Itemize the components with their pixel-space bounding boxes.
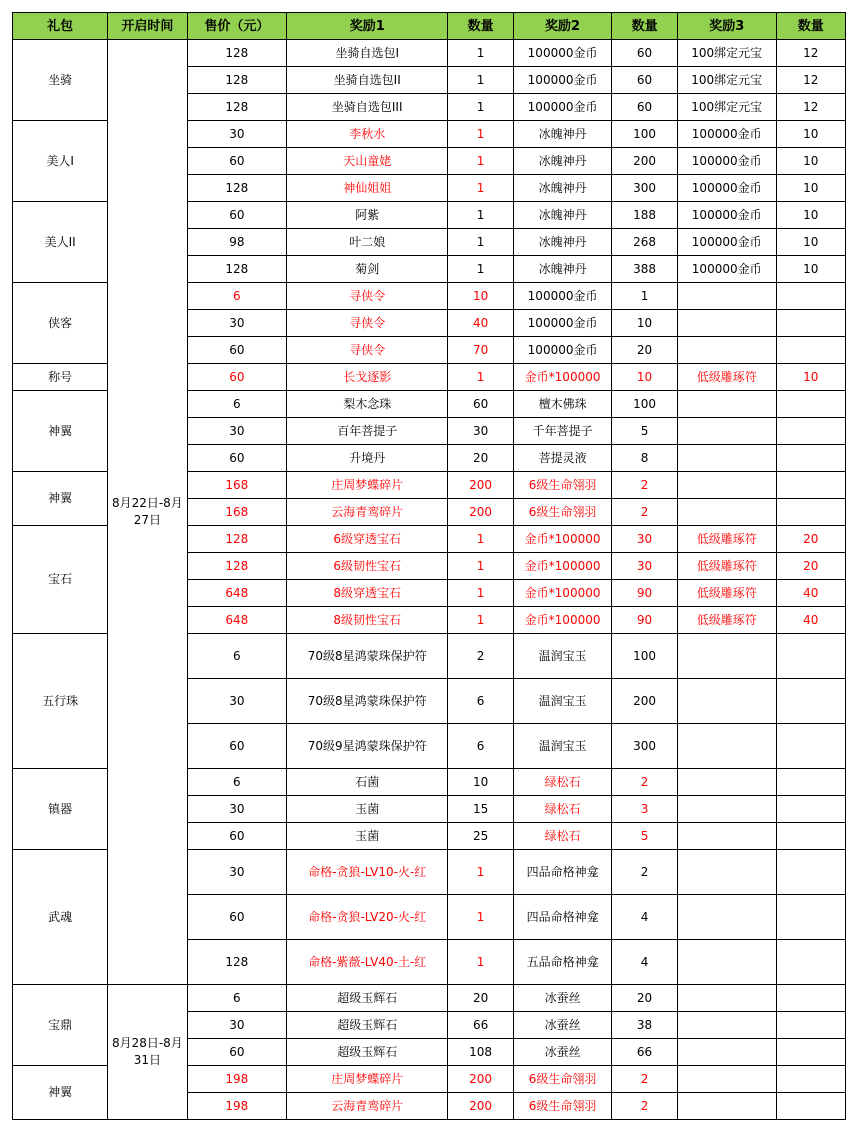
reward-1-cell: 超级玉辉石 [287,1012,448,1039]
reward-3-cell [677,940,776,985]
qty-1-cell: 6 [448,679,514,724]
reward-2-cell: 檀木佛珠 [513,391,611,418]
qty-1-cell: 10 [448,283,514,310]
price-cell: 168 [187,472,287,499]
qty-2-cell: 20 [612,985,678,1012]
reward-3-cell: 低级雕琢符 [677,364,776,391]
qty-2-cell: 2 [612,472,678,499]
reward-2-cell: 6级生命翎羽 [513,499,611,526]
reward-3-cell [677,445,776,472]
gift-name-cell: 美人II [13,202,108,283]
price-cell: 6 [187,283,287,310]
gift-name-cell: 武魂 [13,850,108,985]
qty-2-cell: 38 [612,1012,678,1039]
qty-2-cell: 30 [612,526,678,553]
reward-2-cell: 金币*100000 [513,553,611,580]
qty-2-cell: 3 [612,796,678,823]
qty-1-cell: 66 [448,1012,514,1039]
qty-1-cell: 25 [448,823,514,850]
qty-2-cell: 1 [612,283,678,310]
gift-name-cell: 神翼 [13,472,108,526]
reward-2-cell: 四品命格神龛 [513,850,611,895]
price-cell: 128 [187,526,287,553]
reward-2-cell: 冰蚕丝 [513,985,611,1012]
price-cell: 30 [187,310,287,337]
qty-3-cell: 40 [776,580,846,607]
reward-2-cell: 100000金币 [513,40,611,67]
price-cell: 6 [187,634,287,679]
reward-1-cell: 天山童姥 [287,148,448,175]
qty-1-cell: 30 [448,418,514,445]
qty-1-cell: 1 [448,148,514,175]
price-cell: 60 [187,202,287,229]
reward-1-cell: 升境丹 [287,445,448,472]
qty-1-cell: 20 [448,445,514,472]
price-cell: 168 [187,499,287,526]
header-price: 售价（元） [187,13,287,40]
reward-2-cell: 温润宝玉 [513,634,611,679]
qty-1-cell: 15 [448,796,514,823]
qty-3-cell: 12 [776,67,846,94]
qty-2-cell: 268 [612,229,678,256]
reward-3-cell [677,418,776,445]
reward-1-cell: 长戈逐影 [287,364,448,391]
gift-table [12,12,846,1120]
qty-1-cell: 1 [448,364,514,391]
qty-2-cell: 60 [612,67,678,94]
qty-3-cell [776,1093,846,1120]
qty-3-cell [776,1039,846,1066]
price-cell: 198 [187,1066,287,1093]
qty-1-cell: 200 [448,499,514,526]
reward-1-cell: 8级韧性宝石 [287,607,448,634]
price-cell: 6 [187,769,287,796]
reward-2-cell: 冰魄神丹 [513,229,611,256]
qty-2-cell: 100 [612,391,678,418]
reward-1-cell: 坐骑自选包II [287,67,448,94]
reward-1-cell: 菊剑 [287,256,448,283]
qty-1-cell: 1 [448,895,514,940]
reward-2-cell: 绿松石 [513,823,611,850]
qty-1-cell: 1 [448,940,514,985]
reward-3-cell [677,634,776,679]
gift-name-cell: 五行珠 [13,634,108,769]
reward-1-cell: 寻侠令 [287,337,448,364]
reward-2-cell: 冰魄神丹 [513,202,611,229]
qty-3-cell [776,679,846,724]
header-row [13,13,846,40]
qty-3-cell [776,283,846,310]
qty-3-cell [776,310,846,337]
qty-3-cell: 12 [776,94,846,121]
price-cell: 648 [187,607,287,634]
price-cell: 128 [187,94,287,121]
reward-2-cell: 千年菩提子 [513,418,611,445]
price-cell: 198 [187,1093,287,1120]
reward-1-cell: 阿紫 [287,202,448,229]
reward-3-cell [677,796,776,823]
reward-2-cell: 菩提灵液 [513,445,611,472]
qty-2-cell: 66 [612,1039,678,1066]
qty-1-cell: 60 [448,391,514,418]
qty-2-cell: 2 [612,850,678,895]
reward-3-cell [677,1012,776,1039]
qty-1-cell: 1 [448,526,514,553]
qty-2-cell: 30 [612,553,678,580]
price-cell: 30 [187,850,287,895]
qty-3-cell: 10 [776,202,846,229]
reward-1-cell: 云海青鸾碎片 [287,499,448,526]
gift-name-cell: 美人I [13,121,108,202]
qty-2-cell: 90 [612,580,678,607]
qty-2-cell: 8 [612,445,678,472]
price-cell: 60 [187,445,287,472]
reward-3-cell [677,1039,776,1066]
qty-2-cell: 90 [612,607,678,634]
reward-2-cell: 金币*100000 [513,580,611,607]
qty-1-cell: 1 [448,580,514,607]
qty-2-cell: 100 [612,634,678,679]
qty-1-cell: 6 [448,724,514,769]
price-cell: 6 [187,985,287,1012]
reward-3-cell [677,499,776,526]
gift-name-cell: 宝鼎 [13,985,108,1066]
reward-2-cell: 四品命格神龛 [513,895,611,940]
price-cell: 60 [187,148,287,175]
header-qty-1: 数量 [448,13,514,40]
price-cell: 128 [187,256,287,283]
qty-1-cell: 1 [448,229,514,256]
price-cell: 60 [187,1039,287,1066]
reward-1-cell: 超级玉辉石 [287,985,448,1012]
price-cell: 60 [187,895,287,940]
reward-2-cell: 温润宝玉 [513,679,611,724]
qty-1-cell: 1 [448,607,514,634]
reward-2-cell: 100000金币 [513,94,611,121]
qty-2-cell: 10 [612,310,678,337]
qty-1-cell: 1 [448,553,514,580]
qty-3-cell: 20 [776,553,846,580]
price-cell: 98 [187,229,287,256]
reward-2-cell: 冰魄神丹 [513,256,611,283]
reward-3-cell [677,472,776,499]
qty-3-cell: 10 [776,364,846,391]
table-row [13,985,846,1012]
qty-3-cell [776,940,846,985]
reward-1-cell: 李秋水 [287,121,448,148]
gift-name-cell: 神翼 [13,1066,108,1120]
reward-3-cell [677,895,776,940]
qty-3-cell: 12 [776,40,846,67]
qty-2-cell: 2 [612,1066,678,1093]
qty-1-cell: 1 [448,67,514,94]
qty-3-cell: 10 [776,148,846,175]
qty-3-cell [776,445,846,472]
price-cell: 60 [187,823,287,850]
qty-3-cell [776,1066,846,1093]
reward-2-cell: 金币*100000 [513,364,611,391]
qty-3-cell [776,850,846,895]
qty-2-cell: 60 [612,94,678,121]
qty-1-cell: 200 [448,1093,514,1120]
qty-3-cell [776,895,846,940]
price-cell: 30 [187,418,287,445]
reward-3-cell: 低级雕琢符 [677,607,776,634]
reward-3-cell [677,1066,776,1093]
qty-2-cell: 4 [612,940,678,985]
qty-1-cell: 1 [448,202,514,229]
qty-2-cell: 300 [612,724,678,769]
qty-3-cell [776,472,846,499]
reward-3-cell: 100绑定元宝 [677,40,776,67]
reward-2-cell: 冰魄神丹 [513,148,611,175]
price-cell: 60 [187,337,287,364]
reward-1-cell: 命格-紫薇-LV40-土-红 [287,940,448,985]
qty-1-cell: 1 [448,175,514,202]
reward-2-cell: 6级生命翎羽 [513,1093,611,1120]
qty-3-cell: 40 [776,607,846,634]
qty-2-cell: 2 [612,1093,678,1120]
reward-1-cell: 神仙姐姐 [287,175,448,202]
reward-2-cell: 绿松石 [513,769,611,796]
header-gift: 礼包 [13,13,108,40]
reward-1-cell: 庄周梦蝶碎片 [287,1066,448,1093]
reward-3-cell: 低级雕琢符 [677,526,776,553]
header-qty-3: 数量 [776,13,846,40]
reward-2-cell: 100000金币 [513,67,611,94]
gift-name-cell: 镇器 [13,769,108,850]
reward-3-cell [677,283,776,310]
qty-1-cell: 108 [448,1039,514,1066]
reward-3-cell [677,769,776,796]
reward-3-cell: 低级雕琢符 [677,553,776,580]
reward-3-cell [677,1093,776,1120]
reward-2-cell: 100000金币 [513,337,611,364]
price-cell: 60 [187,724,287,769]
gift-name-cell: 神翼 [13,391,108,472]
qty-3-cell [776,418,846,445]
header-reward-3: 奖励3 [677,13,776,40]
qty-3-cell: 10 [776,175,846,202]
reward-2-cell: 冰蚕丝 [513,1012,611,1039]
qty-2-cell: 5 [612,418,678,445]
qty-1-cell: 200 [448,472,514,499]
qty-1-cell: 1 [448,850,514,895]
reward-1-cell: 坐骑自选包I [287,40,448,67]
table-row [13,40,846,67]
qty-3-cell [776,985,846,1012]
qty-1-cell: 1 [448,256,514,283]
reward-2-cell: 冰蚕丝 [513,1039,611,1066]
reward-1-cell: 石菌 [287,769,448,796]
qty-2-cell: 5 [612,823,678,850]
reward-3-cell: 低级雕琢符 [677,580,776,607]
qty-3-cell [776,634,846,679]
header-reward-2: 奖励2 [513,13,611,40]
reward-3-cell [677,985,776,1012]
reward-3-cell: 100000金币 [677,229,776,256]
reward-3-cell: 100000金币 [677,121,776,148]
reward-2-cell: 100000金币 [513,283,611,310]
qty-3-cell [776,337,846,364]
reward-3-cell [677,310,776,337]
qty-3-cell [776,823,846,850]
qty-2-cell: 200 [612,148,678,175]
reward-3-cell [677,823,776,850]
reward-1-cell: 玉菌 [287,796,448,823]
price-cell: 128 [187,175,287,202]
reward-1-cell: 70级8星鸿蒙珠保护符 [287,634,448,679]
price-cell: 60 [187,364,287,391]
qty-2-cell: 100 [612,121,678,148]
reward-1-cell: 8级穿透宝石 [287,580,448,607]
qty-3-cell [776,796,846,823]
qty-1-cell: 70 [448,337,514,364]
reward-1-cell: 坐骑自选包III [287,94,448,121]
reward-3-cell: 100绑定元宝 [677,67,776,94]
header-open-time: 开启时间 [108,13,187,40]
reward-3-cell: 100000金币 [677,175,776,202]
reward-2-cell: 冰魄神丹 [513,121,611,148]
reward-1-cell: 70级8星鸿蒙珠保护符 [287,679,448,724]
qty-3-cell [776,769,846,796]
reward-2-cell: 金币*100000 [513,607,611,634]
qty-2-cell: 60 [612,40,678,67]
reward-2-cell: 100000金币 [513,310,611,337]
reward-3-cell [677,850,776,895]
price-cell: 128 [187,553,287,580]
reward-1-cell: 庄周梦蝶碎片 [287,472,448,499]
open-time-cell: 8月22日-8月27日 [108,40,187,985]
qty-3-cell [776,724,846,769]
reward-2-cell: 五品命格神龛 [513,940,611,985]
table-body [13,40,846,1120]
reward-1-cell: 玉菌 [287,823,448,850]
reward-1-cell: 云海青鸾碎片 [287,1093,448,1120]
reward-2-cell: 6级生命翎羽 [513,1066,611,1093]
reward-2-cell: 冰魄神丹 [513,175,611,202]
price-cell: 128 [187,940,287,985]
gift-name-cell: 侠客 [13,283,108,364]
reward-1-cell: 寻侠令 [287,283,448,310]
qty-3-cell: 20 [776,526,846,553]
reward-3-cell [677,724,776,769]
header-qty-2: 数量 [612,13,678,40]
qty-3-cell: 10 [776,121,846,148]
reward-3-cell [677,679,776,724]
price-cell: 128 [187,67,287,94]
reward-1-cell: 6级穿透宝石 [287,526,448,553]
reward-3-cell: 100000金币 [677,256,776,283]
reward-3-cell [677,337,776,364]
qty-1-cell: 10 [448,769,514,796]
reward-1-cell: 梨木念珠 [287,391,448,418]
open-time-cell: 8月28日-8月31日 [108,985,187,1120]
price-cell: 30 [187,1012,287,1039]
reward-1-cell: 百年菩提子 [287,418,448,445]
reward-3-cell: 100000金币 [677,202,776,229]
qty-1-cell: 20 [448,985,514,1012]
qty-2-cell: 188 [612,202,678,229]
qty-2-cell: 200 [612,679,678,724]
qty-2-cell: 300 [612,175,678,202]
reward-1-cell: 6级韧性宝石 [287,553,448,580]
reward-3-cell [677,391,776,418]
header-reward-1: 奖励1 [287,13,448,40]
reward-2-cell: 6级生命翎羽 [513,472,611,499]
qty-3-cell: 10 [776,229,846,256]
reward-1-cell: 叶二娘 [287,229,448,256]
qty-1-cell: 1 [448,121,514,148]
reward-2-cell: 温润宝玉 [513,724,611,769]
qty-2-cell: 10 [612,364,678,391]
reward-1-cell: 超级玉辉石 [287,1039,448,1066]
price-cell: 30 [187,121,287,148]
qty-1-cell: 2 [448,634,514,679]
price-cell: 6 [187,391,287,418]
qty-1-cell: 200 [448,1066,514,1093]
price-cell: 128 [187,40,287,67]
qty-2-cell: 388 [612,256,678,283]
qty-3-cell [776,499,846,526]
price-cell: 30 [187,679,287,724]
price-cell: 30 [187,796,287,823]
qty-3-cell [776,1012,846,1039]
qty-3-cell: 10 [776,256,846,283]
gift-name-cell: 称号 [13,364,108,391]
qty-2-cell: 20 [612,337,678,364]
qty-2-cell: 4 [612,895,678,940]
reward-1-cell: 70级9星鸿蒙珠保护符 [287,724,448,769]
reward-1-cell: 命格-贪狼-LV20-火-红 [287,895,448,940]
gift-name-cell: 宝石 [13,526,108,634]
reward-1-cell: 命格-贪狼-LV10-火-红 [287,850,448,895]
qty-1-cell: 40 [448,310,514,337]
qty-2-cell: 2 [612,499,678,526]
reward-1-cell: 寻侠令 [287,310,448,337]
price-cell: 648 [187,580,287,607]
qty-1-cell: 1 [448,40,514,67]
qty-1-cell: 1 [448,94,514,121]
reward-2-cell: 绿松石 [513,796,611,823]
qty-3-cell [776,391,846,418]
gift-name-cell: 坐骑 [13,40,108,121]
qty-2-cell: 2 [612,769,678,796]
reward-3-cell: 100000金币 [677,148,776,175]
reward-3-cell: 100绑定元宝 [677,94,776,121]
reward-2-cell: 金币*100000 [513,526,611,553]
